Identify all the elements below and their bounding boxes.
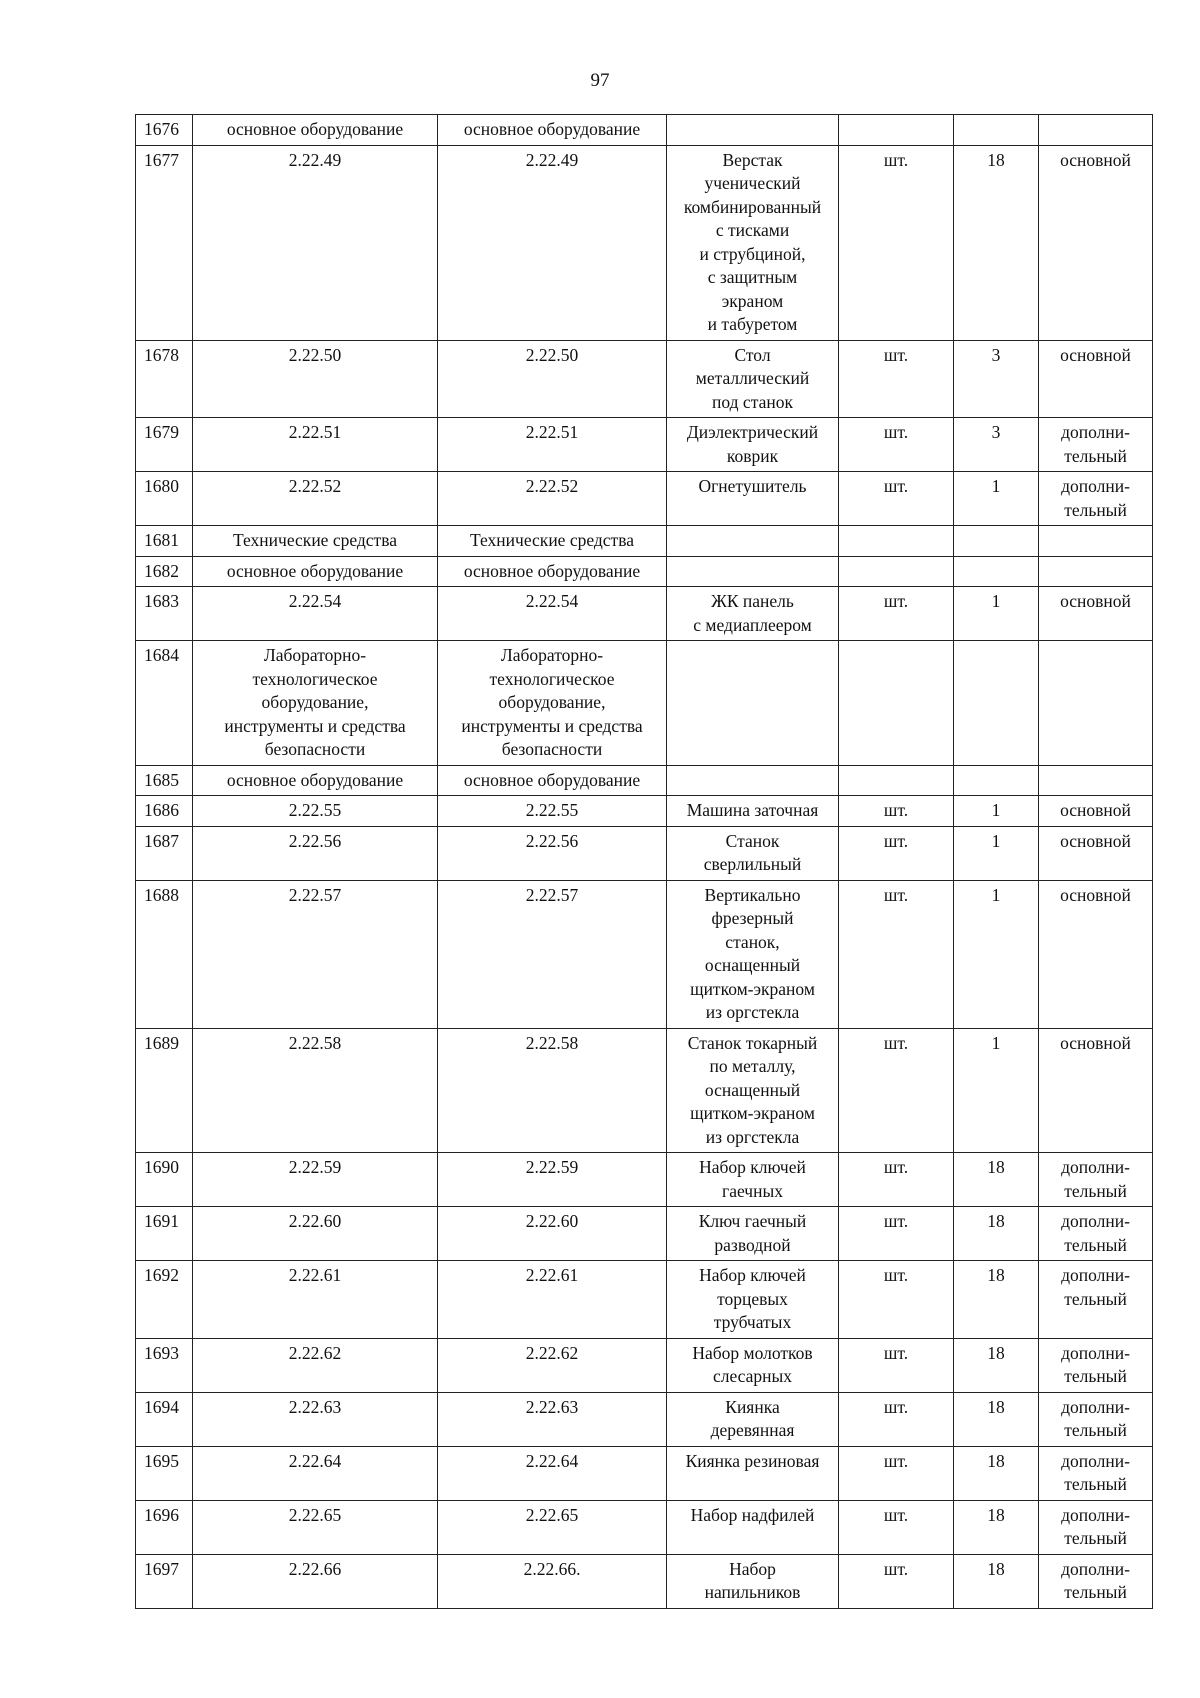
code-cell: 2.22.55 [193,796,438,827]
table-row [136,641,1153,766]
table-row [136,418,1153,472]
code-alt-cell: 2.22.65 [438,1500,667,1554]
quantity-cell [954,641,1039,766]
category-cell [1039,765,1153,796]
unit-cell [839,556,954,587]
table-row [136,796,1153,827]
code-alt-cell: 2.22.60 [438,1207,667,1261]
table-row [136,1028,1153,1153]
item-name-cell: Набор напильников [667,1554,839,1608]
item-name-cell: Верстак ученический комбинированный с тисками и струбциной, с защитным экраном и табуретом [667,145,839,340]
code-alt-cell: 2.22.57 [438,880,667,1028]
quantity-cell [954,115,1039,146]
item-name-cell [667,765,839,796]
category-cell: основной [1039,145,1153,340]
quantity-cell: 18 [954,1338,1039,1392]
table-row [136,526,1153,557]
code-cell: 2.22.62 [193,1338,438,1392]
row-number-cell: 1696 [136,1500,193,1554]
table-row [136,1207,1153,1261]
item-name-cell: Набор ключей гаечных [667,1153,839,1207]
code-cell: 2.22.60 [193,1207,438,1261]
code-cell: 2.22.58 [193,1028,438,1153]
item-name-cell: Станок токарный по металлу, оснащенный щитком-экраном из оргстекла [667,1028,839,1153]
code-cell: 2.22.64 [193,1446,438,1500]
quantity-cell: 18 [954,1554,1039,1608]
code-alt-cell: 2.22.56 [438,826,667,880]
row-number-cell: 1678 [136,340,193,418]
item-name-cell: Стол металлический под станок [667,340,839,418]
quantity-cell: 3 [954,340,1039,418]
quantity-cell: 1 [954,472,1039,526]
item-name-cell: Диэлектрический коврик [667,418,839,472]
row-number-cell: 1680 [136,472,193,526]
unit-cell: шт. [839,1446,954,1500]
table-row [136,1261,1153,1339]
page-number: 97 [590,70,610,91]
row-number-cell: 1677 [136,145,193,340]
item-name-cell [667,641,839,766]
code-cell: 2.22.63 [193,1392,438,1446]
code-alt-cell: основное оборудование [438,765,667,796]
code-alt-cell: 2.22.52 [438,472,667,526]
item-name-cell [667,115,839,146]
table-row [136,1338,1153,1392]
quantity-cell: 1 [954,796,1039,827]
category-cell: дополни- тельный [1039,1207,1153,1261]
table-row [136,1554,1153,1608]
unit-cell [839,526,954,557]
quantity-cell [954,765,1039,796]
unit-cell: шт. [839,1028,954,1153]
category-cell: дополни- тельный [1039,418,1153,472]
code-cell: основное оборудование [193,115,438,146]
table-row [136,145,1153,340]
category-cell [1039,556,1153,587]
code-cell: основное оборудование [193,765,438,796]
row-number-cell: 1683 [136,587,193,641]
quantity-cell: 1 [954,587,1039,641]
row-number-cell: 1686 [136,796,193,827]
unit-cell: шт. [839,1500,954,1554]
quantity-cell: 3 [954,418,1039,472]
unit-cell: шт. [839,1207,954,1261]
quantity-cell: 18 [954,1446,1039,1500]
item-name-cell: ЖК панель с медиаплеером [667,587,839,641]
code-cell: 2.22.54 [193,587,438,641]
unit-cell: шт. [839,340,954,418]
quantity-cell: 18 [954,1153,1039,1207]
code-alt-cell: 2.22.61 [438,1261,667,1339]
row-number-cell: 1691 [136,1207,193,1261]
quantity-cell: 1 [954,826,1039,880]
code-alt-cell: 2.22.51 [438,418,667,472]
quantity-cell: 18 [954,145,1039,340]
equipment-table [135,114,1153,1609]
unit-cell: шт. [839,1392,954,1446]
category-cell: основной [1039,880,1153,1028]
equipment-table-body [136,115,1153,1609]
item-name-cell: Набор ключей торцевых трубчатых [667,1261,839,1339]
row-number-cell: 1684 [136,641,193,766]
item-name-cell [667,556,839,587]
code-cell: 2.22.52 [193,472,438,526]
category-cell: основной [1039,340,1153,418]
code-alt-cell: Технические средства [438,526,667,557]
unit-cell [839,641,954,766]
category-cell: дополни- тельный [1039,1554,1153,1608]
code-alt-cell: 2.22.50 [438,340,667,418]
item-name-cell: Огнетушитель [667,472,839,526]
quantity-cell: 1 [954,880,1039,1028]
code-cell: 2.22.49 [193,145,438,340]
row-number-cell: 1679 [136,418,193,472]
table-row [136,587,1153,641]
code-alt-cell: 2.22.54 [438,587,667,641]
category-cell: основной [1039,826,1153,880]
unit-cell: шт. [839,472,954,526]
item-name-cell: Вертикально фрезерный станок, оснащенный щитком-экраном из оргстекла [667,880,839,1028]
code-alt-cell: Лабораторно- технологическое оборудование, инструменты и средства безопасности [438,641,667,766]
row-number-cell: 1688 [136,880,193,1028]
table-row [136,1392,1153,1446]
quantity-cell: 1 [954,1028,1039,1153]
row-number-cell: 1689 [136,1028,193,1153]
category-cell [1039,526,1153,557]
unit-cell: шт. [839,796,954,827]
quantity-cell: 18 [954,1500,1039,1554]
table-row [136,1446,1153,1500]
code-alt-cell: основное оборудование [438,115,667,146]
unit-cell: шт. [839,1261,954,1339]
category-cell: дополни- тельный [1039,1446,1153,1500]
category-cell: основной [1039,587,1153,641]
category-cell: дополни- тельный [1039,1261,1153,1339]
row-number-cell: 1687 [136,826,193,880]
unit-cell: шт. [839,880,954,1028]
unit-cell: шт. [839,1554,954,1608]
unit-cell: шт. [839,587,954,641]
category-cell: дополни- тельный [1039,1153,1153,1207]
category-cell: дополни- тельный [1039,1392,1153,1446]
item-name-cell: Станок сверлильный [667,826,839,880]
code-alt-cell: 2.22.58 [438,1028,667,1153]
code-alt-cell: основное оборудование [438,556,667,587]
quantity-cell [954,556,1039,587]
row-number-cell: 1690 [136,1153,193,1207]
code-alt-cell: 2.22.62 [438,1338,667,1392]
category-cell: дополни- тельный [1039,472,1153,526]
code-cell: 2.22.56 [193,826,438,880]
code-alt-cell: 2.22.59 [438,1153,667,1207]
code-cell: Лабораторно- технологическое оборудование, инструменты и средства безопасности [193,641,438,766]
row-number-cell: 1697 [136,1554,193,1608]
unit-cell [839,765,954,796]
category-cell [1039,641,1153,766]
quantity-cell: 18 [954,1392,1039,1446]
item-name-cell: Набор молотков слесарных [667,1338,839,1392]
code-cell: 2.22.61 [193,1261,438,1339]
row-number-cell: 1693 [136,1338,193,1392]
quantity-cell: 18 [954,1207,1039,1261]
category-cell: дополни- тельный [1039,1500,1153,1554]
code-cell: 2.22.50 [193,340,438,418]
code-cell: Технические средства [193,526,438,557]
category-cell: основной [1039,796,1153,827]
code-cell: 2.22.59 [193,1153,438,1207]
table-row [136,340,1153,418]
row-number-cell: 1694 [136,1392,193,1446]
item-name-cell: Машина заточная [667,796,839,827]
table-row [136,880,1153,1028]
code-cell: 2.22.65 [193,1500,438,1554]
table-row [136,556,1153,587]
row-number-cell: 1685 [136,765,193,796]
unit-cell: шт. [839,1338,954,1392]
item-name-cell: Набор надфилей [667,1500,839,1554]
code-cell: 2.22.66 [193,1554,438,1608]
code-alt-cell: 2.22.64 [438,1446,667,1500]
row-number-cell: 1681 [136,526,193,557]
code-cell: основное оборудование [193,556,438,587]
row-number-cell: 1695 [136,1446,193,1500]
table-row [136,1500,1153,1554]
item-name-cell: Киянка резиновая [667,1446,839,1500]
code-cell: 2.22.57 [193,880,438,1028]
row-number-cell: 1692 [136,1261,193,1339]
unit-cell: шт. [839,418,954,472]
table-row [136,765,1153,796]
quantity-cell [954,526,1039,557]
table-row [136,115,1153,146]
code-alt-cell: 2.22.49 [438,145,667,340]
quantity-cell: 18 [954,1261,1039,1339]
table-row [136,826,1153,880]
category-cell: дополни- тельный [1039,1338,1153,1392]
item-name-cell: Ключ гаечный разводной [667,1207,839,1261]
row-number-cell: 1682 [136,556,193,587]
code-alt-cell: 2.22.63 [438,1392,667,1446]
unit-cell [839,115,954,146]
item-name-cell [667,526,839,557]
row-number-cell: 1676 [136,115,193,146]
table-row [136,472,1153,526]
unit-cell: шт. [839,826,954,880]
item-name-cell: Киянка деревянная [667,1392,839,1446]
code-alt-cell: 2.22.55 [438,796,667,827]
category-cell: основной [1039,1028,1153,1153]
table-row [136,1153,1153,1207]
code-cell: 2.22.51 [193,418,438,472]
category-cell [1039,115,1153,146]
unit-cell: шт. [839,145,954,340]
code-alt-cell: 2.22.66. [438,1554,667,1608]
unit-cell: шт. [839,1153,954,1207]
